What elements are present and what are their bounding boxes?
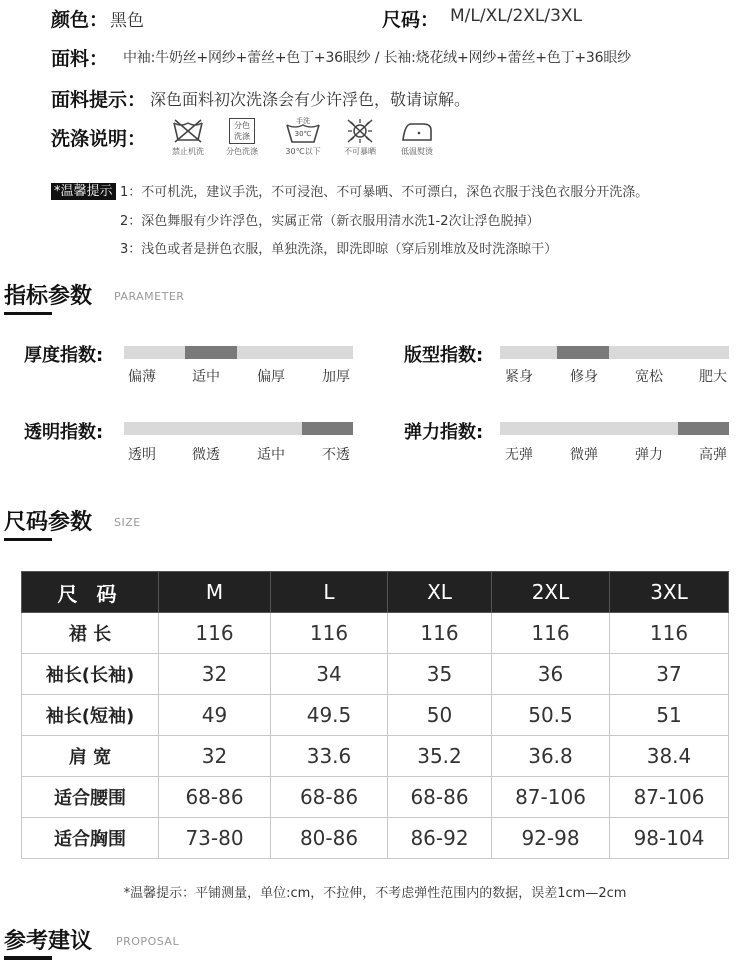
table-cell: 36.8 — [492, 736, 610, 777]
table-row — [22, 818, 729, 859]
fit-label: 版型指数: — [404, 345, 484, 366]
header-cell: 尺 码 — [22, 572, 159, 613]
table-cell: 68-86 — [388, 777, 492, 818]
elasticity-tick-1: 无弹 — [505, 447, 533, 463]
table-cell: 32 — [159, 654, 271, 695]
color-label: 颜色： — [51, 9, 109, 31]
row-header-cell: 适合胸围 — [22, 818, 159, 859]
table-cell: 116 — [610, 613, 729, 654]
row-header-cell: 肩 宽 — [22, 736, 159, 777]
table-cell: 98-104 — [610, 818, 729, 859]
elasticity-tick-3: 弹力 — [635, 447, 663, 463]
proposal-title: 参考建议 — [4, 929, 93, 954]
row-header-cell: 袖长(短袖) — [22, 695, 159, 736]
table-row — [22, 777, 729, 818]
fabric-tip-value: 深色面料初次洗涤会有少许浮色，敬请谅解。 — [150, 90, 471, 109]
table-row — [22, 736, 729, 777]
size-table — [21, 571, 729, 859]
transparency-tick-2: 微透 — [192, 447, 220, 463]
table-cell: 73-80 — [159, 818, 271, 859]
table-cell: 68-86 — [159, 777, 271, 818]
header-cell: 2XL — [492, 572, 610, 613]
table-cell: 38.4 — [610, 736, 729, 777]
size-label: 尺码： — [382, 9, 440, 31]
table-cell: 50 — [388, 695, 492, 736]
parameter-title: 指标参数 — [4, 284, 93, 309]
table-cell: 86-92 — [388, 818, 492, 859]
fit-tick-4: 肥大 — [699, 369, 727, 385]
wash-label: 洗涤说明： — [51, 128, 147, 150]
table-cell: 49.5 — [271, 695, 388, 736]
row-header-cell: 适合腰围 — [22, 777, 159, 818]
warm-tip-tag: *温馨提示 — [51, 180, 116, 199]
table-cell: 87-106 — [492, 777, 610, 818]
elasticity-label: 弹力指数: — [404, 422, 484, 443]
size-value: M/L/XL/2XL/3XL — [450, 6, 583, 26]
table-cell: 32 — [159, 736, 271, 777]
table-cell: 92-98 — [492, 818, 610, 859]
table-cell: 34 — [271, 654, 388, 695]
parameter-rule — [4, 312, 52, 315]
thickness-tick-2: 适中 — [192, 369, 220, 385]
fit-tick-3: 宽松 — [635, 369, 663, 385]
transparency-label: 透明指数: — [24, 422, 104, 443]
thickness-bar-selected — [185, 346, 237, 359]
table-cell: 50.5 — [492, 695, 610, 736]
fit-tick-2: 修身 — [570, 369, 598, 385]
fit-bar-selected — [557, 346, 609, 359]
no-machine-wash-icon: 禁止机洗 — [158, 118, 218, 157]
table-cell: 80-86 — [271, 818, 388, 859]
elasticity-tick-4: 高弹 — [699, 447, 727, 463]
proposal-subtitle: PROPOSAL — [116, 935, 180, 948]
header-cell: M — [159, 572, 271, 613]
fabric-label: 面料： — [51, 48, 109, 70]
header-cell: XL — [388, 572, 492, 613]
row-header-cell: 袖长(长袖) — [22, 654, 159, 695]
table-cell: 33.6 — [271, 736, 388, 777]
note-line-2: 2：深色舞服有少许浮色，实属正常（新衣服用清水洗1-2次让浮色脱掉） — [120, 214, 540, 229]
table-row — [22, 695, 729, 736]
wash-separately-icon: 分色 洗涤 分色洗涤 — [212, 118, 272, 157]
table-cell: 116 — [159, 613, 271, 654]
color-value: 黑色 — [110, 11, 144, 31]
transparency-bar-selected — [302, 422, 353, 435]
transparency-tick-1: 透明 — [128, 447, 156, 463]
row-header-cell: 裙 长 — [22, 613, 159, 654]
fabric-value: 中袖:牛奶丝+网纱+蕾丝+色丁+36眼纱 / 长袖:烧花绒+网纱+蕾丝+色丁+36眼纱 — [123, 50, 631, 66]
table-cell: 116 — [271, 613, 388, 654]
note-line-3: 3：浅色或者是拼色衣服，单独洗涤，即洗即晾（穿后别堆放及时洗涤晾干） — [120, 242, 558, 257]
header-cell: 3XL — [610, 572, 729, 613]
table-cell: 37 — [610, 654, 729, 695]
table-cell: 87-106 — [610, 777, 729, 818]
table-cell: 36 — [492, 654, 610, 695]
parameter-subtitle: PARAMETER — [114, 290, 185, 303]
elasticity-bar — [500, 422, 729, 435]
size-section-title: 尺码参数 — [4, 510, 93, 535]
table-row — [22, 613, 729, 654]
transparency-tick-4: 不透 — [322, 447, 350, 463]
thickness-tick-4: 加厚 — [322, 369, 350, 385]
transparency-bar — [124, 422, 353, 435]
fit-tick-1: 紧身 — [505, 369, 533, 385]
low-iron-icon: 低温熨烫 — [387, 118, 447, 157]
thickness-tick-3: 偏厚 — [257, 369, 285, 385]
table-row — [22, 654, 729, 695]
size-section-rule — [4, 538, 52, 541]
table-cell: 68-86 — [271, 777, 388, 818]
no-sun-dry-icon: 不可暴晒 — [330, 118, 390, 157]
size-section-subtitle: SIZE — [114, 516, 141, 529]
fabric-tip-label: 面料提示： — [51, 89, 147, 111]
thickness-tick-1: 偏薄 — [128, 369, 156, 385]
table-cell: 116 — [492, 613, 610, 654]
table-cell: 51 — [610, 695, 729, 736]
thickness-label: 厚度指数: — [24, 345, 104, 366]
fit-bar — [500, 346, 729, 359]
table-cell: 49 — [159, 695, 271, 736]
transparency-tick-3: 适中 — [257, 447, 285, 463]
thickness-bar — [124, 346, 353, 359]
table-cell: 116 — [388, 613, 492, 654]
header-cell: L — [271, 572, 388, 613]
elasticity-bar-selected — [678, 422, 729, 435]
proposal-rule — [4, 956, 52, 960]
size-table-header — [22, 572, 729, 613]
hand-wash-30-icon: 手洗 30℃ 30℃以下 — [285, 117, 321, 156]
elasticity-tick-2: 微弹 — [570, 447, 598, 463]
note-line-1: 1：不可机洗，建议手洗，不可浸泡、不可暴晒、不可漂白，深色衣服于浅色衣服分开洗涤。 — [120, 185, 649, 200]
size-note: *温馨提示：平铺测量，单位:cm，不拉伸，不考虑弹性范围内的数据，误差1cm—2cm — [123, 886, 627, 901]
table-cell: 35 — [388, 654, 492, 695]
table-cell: 35.2 — [388, 736, 492, 777]
